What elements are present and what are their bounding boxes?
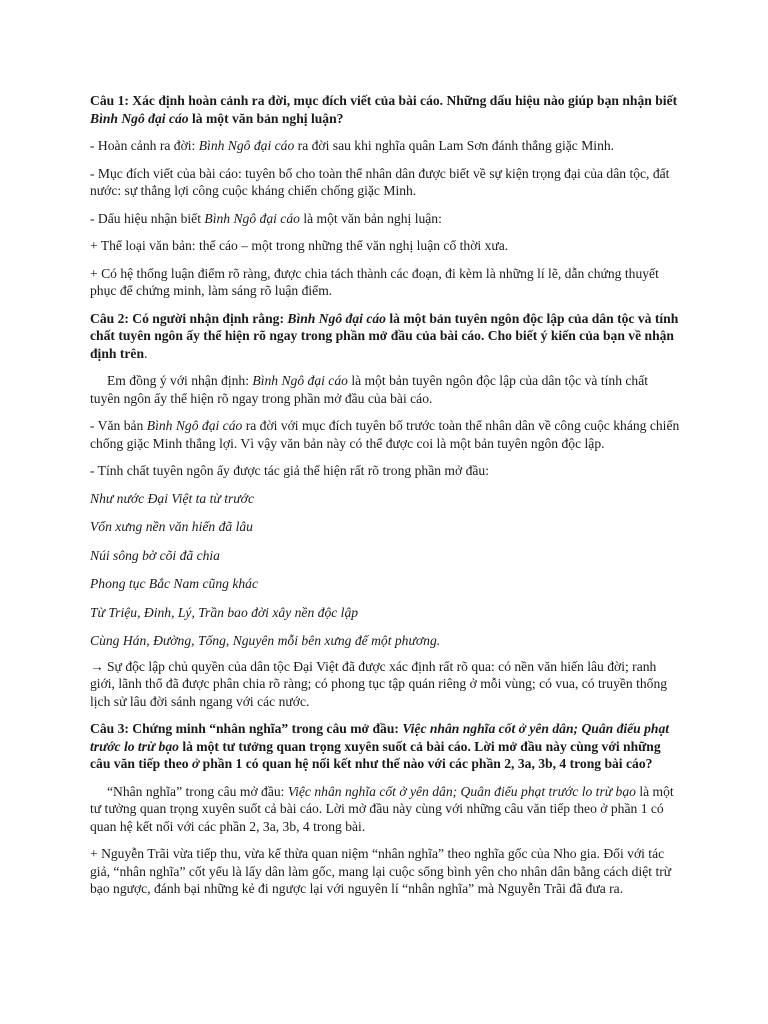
verse-line: Cùng Hán, Đường, Tống, Nguyên mỗi bên xưng đế một phương. bbox=[90, 633, 441, 648]
arrow-right-icon: → bbox=[90, 658, 104, 674]
question-2-heading: Câu 2: Có người nhận định rằng: Bình Ngô đại cáo là một bản tuyên ngôn độc lập của dân tộc và tính chất tuyên ngôn ấy thể hiện rõ ngay trong phần mở đầu của bài cáo. Cho biết ý kiến của bạn về nhận định trên. bbox=[90, 310, 679, 361]
document-page bbox=[90, 92, 680, 908]
verse-line: Như nước Đại Việt ta từ trước bbox=[90, 490, 254, 506]
verse-line: Phong tục Bắc Nam cũng khác bbox=[90, 576, 258, 591]
q1-paragraph-signs: - Dấu hiệu nhận biết Bình Ngô đại cáo là một văn bản nghị luận: bbox=[90, 210, 442, 226]
question-1-heading: Câu 1: Xác định hoàn cảnh ra đời, mục đích viết của bài cáo. Những dấu hiệu nào giúp bạn nhận biết Bình Ngô đại cáo là một văn bản nghị luận? bbox=[90, 93, 678, 126]
verse-line: Từ Triệu, Đinh, Lý, Trần bao đời xây nền độc lập bbox=[90, 604, 359, 620]
verse-line: Núi sông bờ cõi đã chia bbox=[90, 547, 220, 563]
q1-paragraph-arguments: + Có hệ thống luận điểm rõ ràng, được chia tách thành các đoạn, đi kèm là những lí lẽ, dẫn chứng thuyết phục để chứng minh, làm sáng rõ luận điểm. bbox=[90, 265, 659, 298]
question-3-heading: Câu 3: Chứng minh “nhân nghĩa” trong câu mở đầu: Việc nhân nghĩa cốt ở yên dân; Quân điếu phạt trước lo trừ bạo là một tư tưởng quan trọng xuyên suốt cả bài cáo. Lời mở đầu này cùng với những câu văn tiếp theo ở phần 1 có quan hệ nối kết như thế nào với các phần 2, 3a, 3b, 4 trong bài cáo? bbox=[90, 721, 670, 771]
q2-paragraph-conclusion: → Sự độc lập chủ quyền của dân tộc Đại Việt đã được xác định rất rõ qua: có nền văn hiến lâu đời; ranh giới, lãnh thổ đã được phân chia rõ ràng; có phong tục tập quán riêng ở mỗi vùng; có vua, có truyền thống lịch sử lâu đời sánh ngang với các nước. bbox=[90, 658, 668, 709]
q1-paragraph-purpose: - Mục đích viết của bài cáo: tuyên bố cho toàn thể nhân dân được biết về sự kiện trọng đại của dân tộc, đất nước: sự thắng lợi công cuộc kháng chiến chống giặc Minh. bbox=[90, 165, 670, 198]
q2-paragraph-document: - Văn bản Bình Ngô đại cáo ra đời với mục đích tuyên bố trước toàn thể nhân dân về công cuộc kháng chiến chống giặc Minh thắng lợi. Vì vậy văn bản này có thể được coi là một bản tuyên ngôn độc lập. bbox=[90, 418, 680, 451]
q2-paragraph-nature: - Tính chất tuyên ngôn ấy được tác giả thể hiện rất rõ trong phần mở đầu: bbox=[90, 463, 489, 478]
q3-paragraph-opening: “Nhân nghĩa” trong câu mở đầu: Việc nhân nghĩa cốt ở yên dân; Quân điếu phạt trước lo trừ bạo là một tư tưởng quan trọng xuyên suốt cả bài cáo. Lời mở đầu này cùng với những câu văn tiếp theo ở phần 1 có quan hệ kết nối với các phần 2, 3a, 3b, 4 trong bài. bbox=[90, 783, 674, 834]
verse-line: Vốn xưng nền văn hiến đã lâu bbox=[90, 519, 253, 534]
q2-paragraph-agree: Em đồng ý với nhận định: Bình Ngô đại cáo là một bản tuyên ngôn độc lập của dân tộc và tính chất tuyên ngôn ấy thể hiện rõ ngay trong phần mở đầu của bài cáo. bbox=[90, 373, 649, 406]
q1-paragraph-genre: + Thể loại văn bản: thể cáo – một trong những thể văn nghị luận cổ thời xưa. bbox=[90, 238, 509, 253]
q3-paragraph-nguyen-trai: + Nguyễn Trãi vừa tiếp thu, vừa kế thừa quan niệm “nhân nghĩa” theo nghĩa gốc của Nho gia. Đối với tác giả, “nhân nghĩa” cốt yếu là lấy dân làm gốc, mang lại cuộc sống bình yên cho nhân dân bằng cách diệt trừ bạo ngược, đánh bại những kẻ đi ngược lại với nguyên lí “nhân nghĩa” mà Nguyễn Trãi đã đưa ra. bbox=[90, 846, 672, 896]
q1-paragraph-context: - Hoàn cảnh ra đời: Bình Ngô đại cáo ra đời sau khi nghĩa quân Lam Sơn đánh thắng giặc Minh. bbox=[90, 138, 615, 153]
